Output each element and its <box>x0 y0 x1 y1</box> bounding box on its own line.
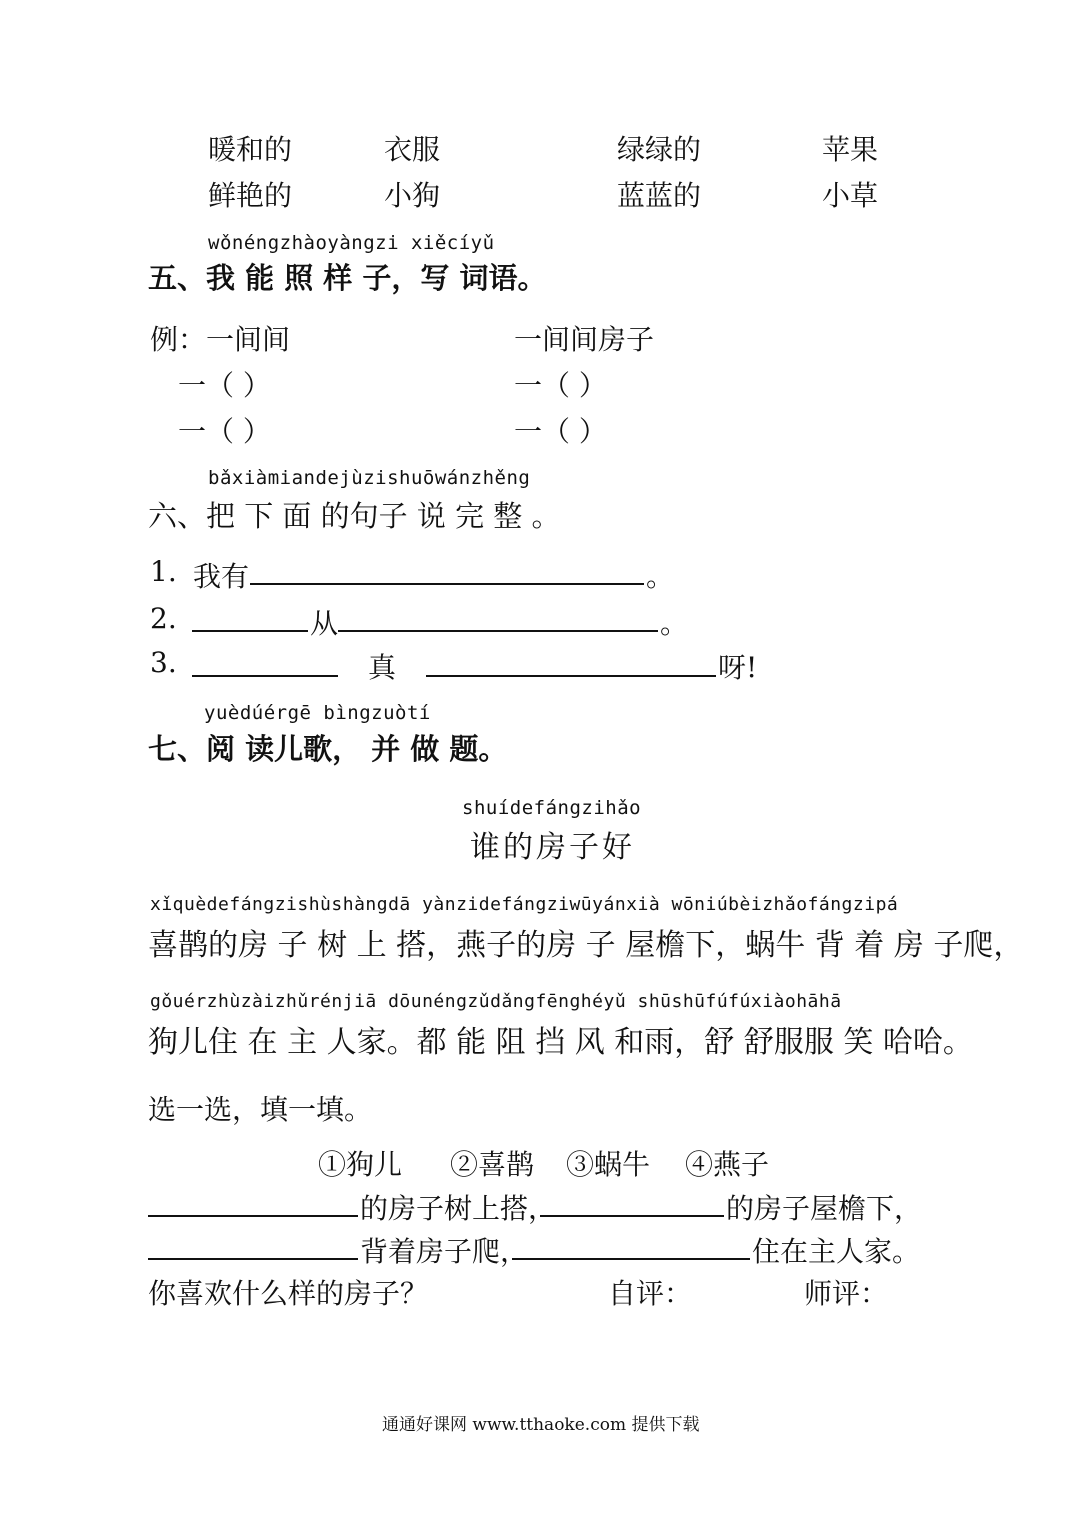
section6-title: 六、把 下 面 的句子 说 完 整 。 <box>148 499 561 533</box>
match-right-3: 小狗 <box>384 179 441 212</box>
option-magpie: ②喜鹊 <box>450 1148 535 1181</box>
item1-number: 1. <box>150 555 177 588</box>
section7-pinyin: yuèdúérgē bìngzuòtí <box>204 702 431 724</box>
item1-end: 。 <box>646 560 675 593</box>
question: 你喜欢什么样的房子？ <box>148 1277 429 1310</box>
section7-title: 七、阅 读儿歌， 并 做 题。 <box>148 732 508 766</box>
section5-pinyin: wǒnéngzhàoyàngzi xiěcíyǔ <box>208 232 495 254</box>
poem-line2: 狗儿住 在 主 人家。都 能 阻 挡 风 和雨，舒 舒服服 笑 哈哈。 <box>148 1025 973 1060</box>
option-swallow: ④燕子 <box>685 1148 770 1181</box>
item3-blank-a[interactable] <box>192 675 338 677</box>
item1-blank[interactable] <box>250 583 644 585</box>
poem-line1: 喜鹊的房 子 树 上 搭，燕子的房 子 屋檐下，蜗牛 背 着 房 子爬， <box>148 928 1024 963</box>
item3-end: 呀! <box>718 651 758 684</box>
section5-example-answer: 一间间房子 <box>514 323 655 356</box>
fill4-text: 住在主人家。 <box>752 1235 921 1268</box>
item3-blank-b[interactable] <box>426 675 716 677</box>
section6-pinyin: bǎxiàmiandejùzishuōwánzhěng <box>208 467 531 489</box>
option-snail: ③蜗牛 <box>566 1148 651 1181</box>
section5-example: 例：一间间 <box>150 323 291 356</box>
item3-mid: 真 <box>368 651 397 684</box>
fill1-blank[interactable] <box>148 1215 358 1217</box>
section5-blank-left-2[interactable]: 一（ ） <box>178 415 271 448</box>
fill4-blank[interactable] <box>512 1258 750 1260</box>
match-right-2: 苹果 <box>822 133 879 166</box>
option-dog: ①狗儿 <box>318 1148 403 1181</box>
poem-title-pinyin: shuídefángzihǎo <box>462 797 642 819</box>
fill2-text: 的房子屋檐下， <box>726 1192 923 1225</box>
match-left-1: 暖和的 <box>208 133 293 166</box>
fill3-blank[interactable] <box>148 1258 358 1260</box>
match-left-4: 蓝蓝的 <box>617 179 702 212</box>
item2-number: 2. <box>150 602 177 635</box>
teacher-eval: 师评： <box>804 1277 889 1310</box>
fill3-text: 背着房子爬， <box>360 1235 529 1268</box>
section5-blank-right-2[interactable]: 一（ ） <box>514 415 607 448</box>
footer-text: 通通好课网 www.tthaoke.com 提供下载 <box>382 1415 700 1435</box>
match-right-4: 小草 <box>822 179 879 212</box>
poem-title: 谁的房子好 <box>470 830 635 865</box>
poem-line1-pinyin: xǐquèdefángzishùshàngdā yànzidefángziwūyánxià wōniúbèizhǎofángzipá <box>150 894 899 915</box>
item2-mid: 从 <box>310 607 339 640</box>
self-eval: 自评： <box>608 1277 693 1310</box>
fill1-text: 的房子树上搭， <box>360 1192 557 1225</box>
match-left-2: 绿绿的 <box>617 133 702 166</box>
match-right-1: 衣服 <box>384 133 441 166</box>
item2-end: 。 <box>660 607 689 640</box>
section5-blank-left-1[interactable]: 一（ ） <box>178 369 271 402</box>
section5-blank-right-1[interactable]: 一（ ） <box>514 369 607 402</box>
item3-number: 3. <box>150 646 177 679</box>
section5-title: 五、我 能 照 样 子，写 词语。 <box>148 261 547 295</box>
match-left-3: 鲜艳的 <box>208 179 293 212</box>
item1-prefix: 我有 <box>193 560 250 593</box>
task-title: 选一选，填一填。 <box>148 1093 373 1126</box>
item2-blank-a[interactable] <box>192 630 308 632</box>
item2-blank-b[interactable] <box>338 630 658 632</box>
fill2-blank[interactable] <box>540 1215 724 1217</box>
poem-line2-pinyin: gǒuérzhùzàizhǔrénjiā dōunéngzǔdǎngfēnghéyǔ shūshūfúfúxiàohāhā <box>150 991 842 1012</box>
